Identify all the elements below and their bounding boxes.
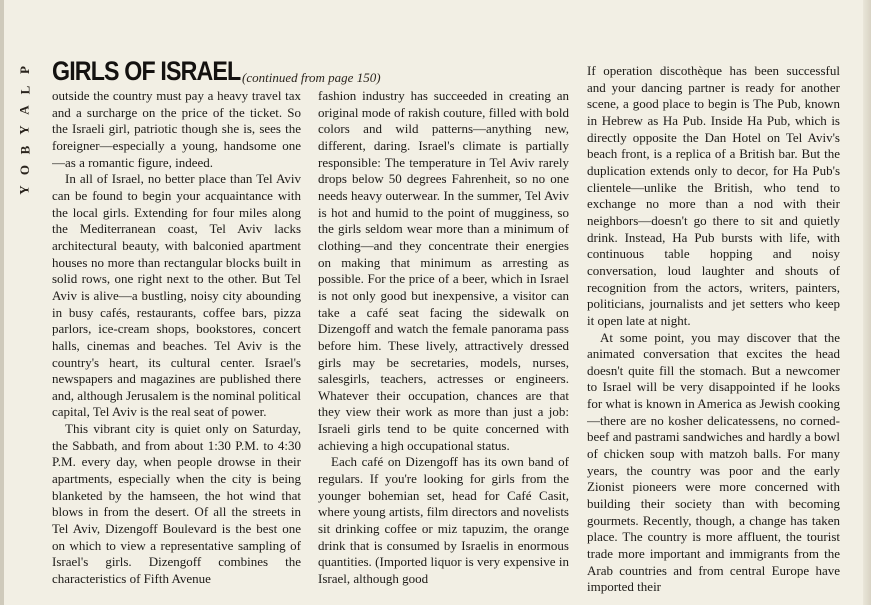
paragraph: fashion industry has succeeded in creating an original mode of rakish couture, filled with bold colors and wild patterns—anything new, different, daring. Israel's climate is partially responsible: The temperature in Tel Aviv rarely drops below 50 degrees Fahrenheit, so no one needs heavy outerwear. In the summer, Tel Aviv is hot and humid to the point of mugginess, so the girls seldom wear more than a minimum of clothing—and they concentrate their energies on making that minimum as arresting as possible. For the price of a beer, which in Israel is not only good but inexpensive, a visitor can take a café seat facing the sidewalk on Dizengoff and watch the female panorama pass before him. These lively, attractively dressed girls may be secretaries, models, nurses, salesgirls, teachers, actresses or engineers. Whatever their occupation, chances are that they view their work as more than just a job: Israeli girls tend to be quite concerned with achieving a high occupational status. bbox=[318, 88, 569, 453]
continued-note: (continued from page 150) bbox=[242, 70, 381, 85]
magazine-sidebar-label bbox=[14, 60, 36, 200]
text-column-3 bbox=[587, 63, 840, 605]
page-gutter bbox=[0, 0, 4, 605]
paragraph: outside the country must pay a heavy travel tax and a surcharge on the price of the ticket. So the Israeli girl, patriotic though she is, sees the foreigner—especially a young, handsome one—as a romantic figure, indeed. bbox=[52, 88, 301, 170]
sidebar-letter: Y bbox=[16, 185, 32, 195]
sidebar-letter: A bbox=[16, 105, 32, 115]
sidebar-letter: L bbox=[16, 85, 32, 95]
sidebar-letter: B bbox=[16, 145, 32, 155]
text-column-2 bbox=[318, 88, 569, 605]
paragraph: Each café on Dizengoff has its own band of regulars. If you're looking for girls from the younger bohemian set, head for Café Casit, where young artists, film directors and novelists sit drinking coffee or miz tapuzim, the orange drink that is consumed by Israelis in enormous quantities. (Imported liquor is very expensive in Israel, although good bbox=[318, 454, 569, 587]
paragraph: This vibrant city is quiet only on Saturday, the Sabbath, and from about 1:30 P.M. to 4:30 P.M. every day, when people drowse in their apartments, especially when the city is being blanketed by the hamseen, the hot wind that blows in from the desert. Of all the streets in Tel Aviv, Dizengoff Boulevard is the best one on which to view a representative sampling of Israel's girls. Dizengoff combines the characteristics of Fifth Avenue bbox=[52, 421, 301, 587]
sidebar-letter: Y bbox=[16, 125, 32, 135]
page-edge bbox=[863, 0, 871, 605]
paragraph: In all of Israel, no better place than Tel Aviv can be found to begin your acquaintance with the local girls. Extending for four miles along the Mediterranean coast, Tel Aviv lacks architectural beauty, with balconied apartment houses no more than rectangular blocks built in solid rows, one right next to the other. But Tel Aviv is alive—a bustling, noisy city abounding in busy cafés, restaurants, coffee bars, pizza parlors, ice-cream shops, bookstores, concert halls, cinemas and beaches. Tel Aviv is the country's heart, its cultural center. Israel's newspapers and magazines are published there and, although Jerusalem is the nominal political capital, Tel Aviv is the real seat of power. bbox=[52, 171, 301, 420]
article-header bbox=[52, 56, 271, 87]
text-column-1 bbox=[52, 88, 301, 605]
article-title: GIRLS OF ISRAEL bbox=[52, 56, 241, 86]
sidebar-letter: P bbox=[16, 66, 32, 74]
sidebar-letter: O bbox=[17, 164, 32, 176]
paragraph: At some point, you may discover that the animated conversation that excites the head doesn't quite fill the stomach. But a newcomer to Israel will be very disappointed if he looks for what is known in America as Jewish cooking—there are no kosher delicatessens, no corned-beef and pastrami sandwiches and hardly a bowl of chicken soup with matzoh balls. For many years, the country was poor and the early Zionist pioneers were more concerned with building their society than with becoming gourmets. Recently, though, a change has taken place. The country is more affluent, the tourist trade more important and immigrants from the Arab countries and from central Europe have imported their bbox=[587, 329, 840, 595]
paragraph: If operation discothèque has been successful and your dancing partner is ready for another scene, a good place to begin is The Pub, known in Hebrew as Ha Pub. Inside Ha Pub, which is directly opposite the Dan Hotel on Tel Aviv's beach front, is a replica of a British bar. But the duplication extends only to decor, for Ha Pub's clientele—unlike the British, who tend to exchange no more than a nod with their neighbors—doesn't go there to sit and quietly drink. Instead, Ha Pub bursts with life, with continuous table hopping and noisy conversation, loud laughter and shouts of recognition from the actors, writers, painters, politicians, journalists and jet setters who keep it open late at night. bbox=[587, 63, 840, 328]
